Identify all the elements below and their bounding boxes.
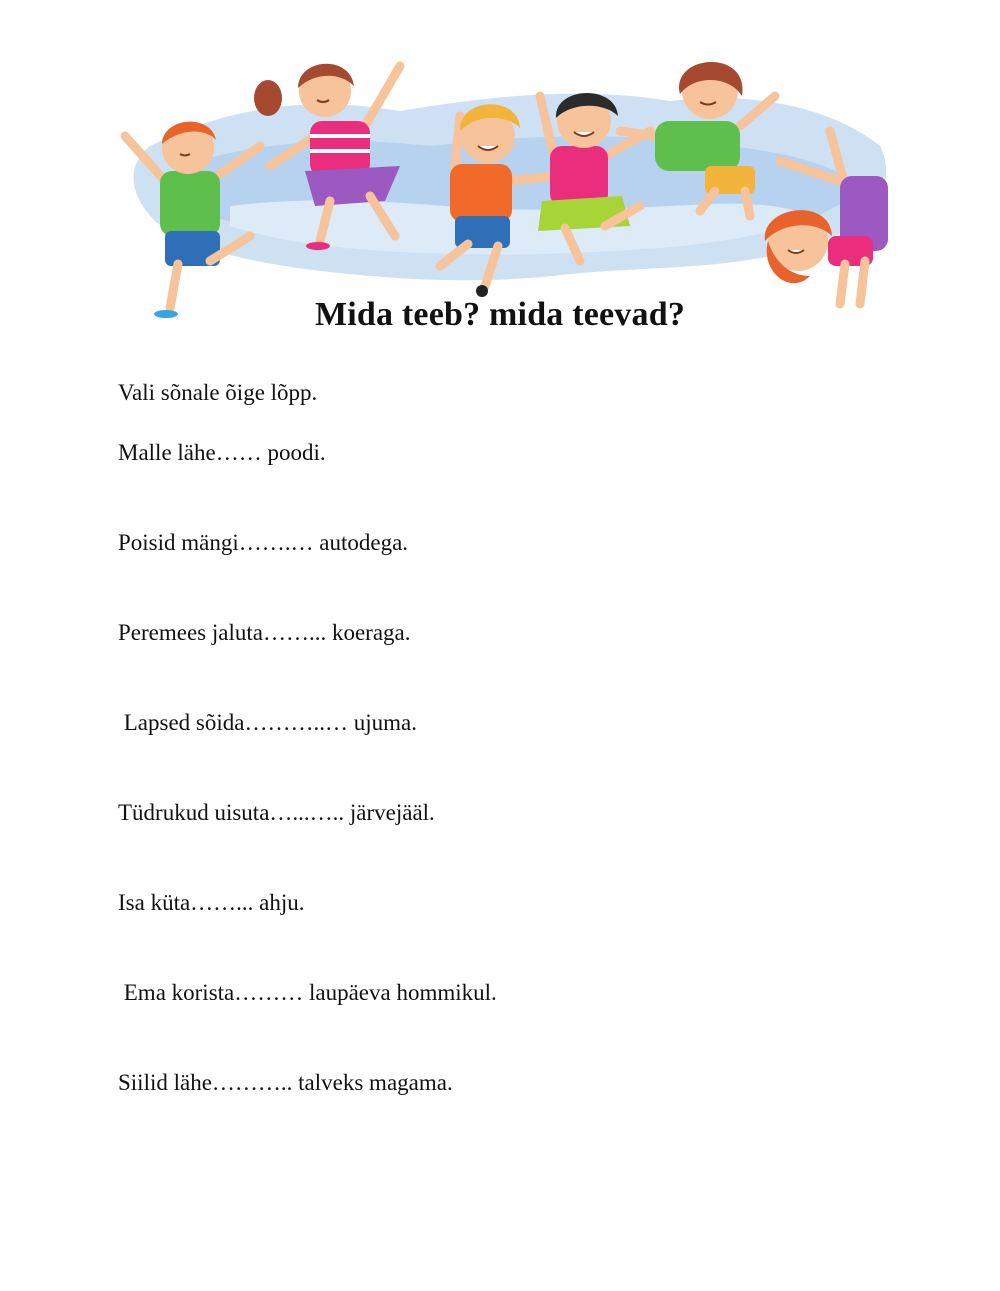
sentence-3: Peremees jaluta……... koeraga. xyxy=(118,620,411,645)
dancing-children-illustration xyxy=(110,36,900,326)
sentence-8: Siilid lähe……….. talveks magama. xyxy=(118,1070,453,1095)
sentence-6: Isa küta……... ahju. xyxy=(118,890,305,915)
sentence-7: Ema korista……… laupäeva hommikul. xyxy=(118,980,497,1005)
sentence-5: Tüdrukud uisuta…...….. järvejääl. xyxy=(118,800,435,825)
sentence-2: Poisid mängi…….… autodega. xyxy=(118,530,409,555)
instruction-text: Vali sõnale õige lõpp. xyxy=(118,380,318,405)
sentence-1: Malle lähe…… poodi. xyxy=(118,440,326,465)
page-title: Mida teeb? mida teevad? xyxy=(314,296,686,333)
sentence-4: Lapsed sõida………..… ujuma. xyxy=(118,710,417,735)
